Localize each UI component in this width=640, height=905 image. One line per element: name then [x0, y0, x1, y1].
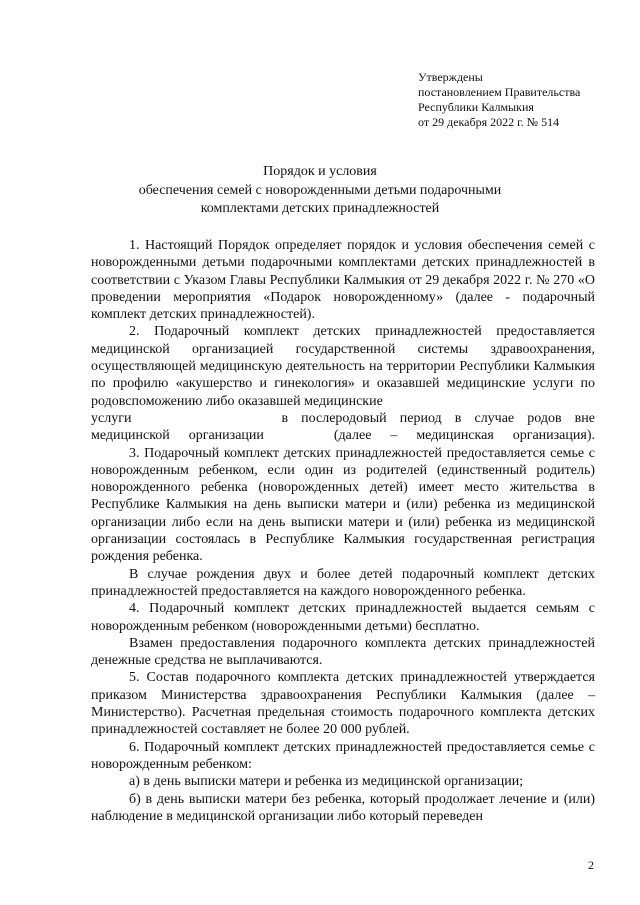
paragraph-2-line	[91, 410, 595, 427]
title-line: комплектами детских принадлежностей	[200, 201, 440, 216]
paragraph-4: 4. Подарочный комплект детских принадлежностей выдается семьям с новорожденным ребенком (новорожденными детьми) бесплатно.	[91, 601, 595, 634]
paragraph-3-note: В случае рождения двух и более детей подарочный комплект детских принадлежностей предоставляется на каждого новорожденного ребенка.	[91, 566, 595, 599]
paragraph-6a: а) в день выписки матери и ребенка из медицинской организации;	[129, 774, 524, 790]
paragraph-2-fragment: в послеродовый период в случае родов вне	[281, 410, 595, 426]
page-number: 2	[588, 858, 594, 872]
paragraph-2-fragment: услуги	[91, 410, 132, 426]
title-line: Порядок и условия	[263, 164, 377, 179]
approval-line: Утверждены	[418, 70, 483, 84]
document-title	[60, 163, 580, 219]
paragraph-3: 3. Подарочный комплект детских принадлежностей предоставляется семье с новорожденным ребенком, если один из родителей (единственный родитель) новорожденного ребенка (новорожденных детей) имеет место жительства в Республике Калмыкия на день выписки матери и (или) ребенка из медицинской организации либо если на день выписки матери и (или) ребенка из медицинской организации состоялась в Республике Калмыкия государственная регистрация рождения ребенка.	[91, 445, 595, 565]
paragraph-2-fragment: (далее – медицинская организация).	[333, 428, 595, 444]
paragraph-6: 6. Подарочный комплект детских принадлежностей предоставляется семье с новорожденным ребенком:	[91, 739, 595, 772]
title-line: обеспечения семей с новорожденными детьми подарочными	[138, 182, 502, 198]
approval-block	[418, 70, 580, 130]
paragraph-5: 5. Состав подарочного комплекта детских принадлежностей утверждается приказом Министерства здравоохранения Республики Калмыкия (далее – Министерство). Расчетная предельная стоимость подарочного комплекта детских принадлежностей составляет не более 20 000 рублей.	[91, 670, 595, 738]
paragraph-2: 2. Подарочный комплект детских принадлежностей предоставляется медицинской организацией государственной системы здравоохранения, осуществляющей медицинскую деятельность на территории Республики Калмыкия по профилю «акушерство и гинекология» и оказавшей медицинские услуги по родовспоможению либо оказавшей медицинские	[91, 324, 595, 409]
paragraph-6b: б) в день выписки матери без ребенка, который продолжает лечение и (или) наблюдение в медицинской организации либо который переведен	[91, 791, 595, 824]
document-body	[91, 237, 595, 825]
paragraph-1: 1. Настоящий Порядок определяет порядок и условия обеспечения семей с новорожденными детьми подарочными комплектами детских принадлежностей в соответствии с Указом Главы Республики Калмыкия от 29 декабря 2022 г. № 270 «О проведении мероприятия «Подарок новорожденному» (далее - подарочный комплект детских принадлежностей).	[91, 238, 595, 323]
approval-line: от 29 декабря 2022 г. № 514	[418, 115, 560, 129]
paragraph-4-note: Взамен предоставления подарочного комплекта детских принадлежностей денежные средства не выплачиваются.	[91, 635, 595, 669]
approval-line: Республики Калмыкия	[418, 100, 534, 114]
approval-line: постановлением Правительства	[418, 85, 581, 99]
paragraph-2-fragment: медицинской организации	[91, 428, 264, 444]
paragraph-2-line	[91, 427, 595, 444]
